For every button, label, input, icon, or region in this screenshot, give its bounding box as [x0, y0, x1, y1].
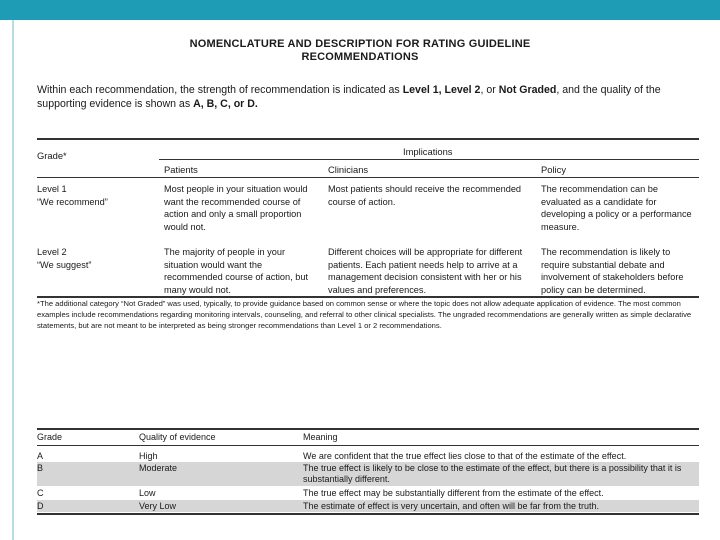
row-meaning: The true effect may be substantially different from the estimate of the effect. — [303, 488, 604, 498]
header-rule — [37, 445, 699, 446]
intro-level-2: Level 2 — [444, 84, 481, 96]
intro-grade-b: B — [206, 98, 215, 110]
strength-table — [37, 138, 699, 298]
grade-header: Grade* — [37, 150, 67, 161]
intro-sep-1: , — [438, 84, 445, 96]
table-footnote: *The additional category “Not Graded” was used, typically, to provide guidance based on common sense or where the topic does not allow adequate application of evidence. The most common examples include recommendations regarding monitoring intervals, counseling, and referral to other clinical specialists. The ungraded recommendations are generally written as simple declarative statements, but are not meant to be interpreted as being stronger recommendations than Level 1 or 2 recommendations. — [37, 299, 692, 330]
intro-text-2: , and the quality of the supporting evidence is shown as — [37, 84, 661, 110]
row-grade — [37, 183, 155, 208]
intro-paragraph — [37, 83, 699, 111]
intro-sep-4: , — [214, 98, 221, 110]
row-meaning: We are confident that the true effect lies close to that of the estimate of the effect. — [303, 451, 627, 461]
title-line-1: NOMENCLATURE AND DESCRIPTION FOR RATING GUIDELINE — [189, 38, 531, 50]
row-policy: The recommendation can be evaluated as a candidate for developing a policy or a performance measure. — [541, 184, 692, 232]
row-grade: D — [37, 501, 44, 511]
table-rule-bottom — [37, 513, 699, 515]
page-title — [0, 38, 720, 64]
evidence-table — [37, 428, 699, 514]
intro-sep-3: , — [200, 98, 207, 110]
intro-grade-d: D — [247, 98, 255, 110]
col-header-quality: Quality of evidence — [139, 432, 216, 442]
left-margin-rule — [12, 20, 14, 540]
row-grade-label: Level 2 — [37, 247, 67, 257]
col-header-policy: Policy — [541, 164, 567, 175]
implications-header: Implications — [403, 146, 453, 157]
intro-sep-2: , or — [480, 84, 499, 96]
row-clinicians: Different choices will be appropriate for different patients. Each patient needs help to arrive at a management decision consistent with her or his values and preferences. — [328, 247, 523, 295]
intro-end: . — [254, 98, 258, 110]
row-grade-label: Level 1 — [37, 184, 67, 194]
row-quality: Very Low — [139, 501, 177, 511]
row-grade — [37, 246, 155, 271]
row-grade-phrase: “We recommend” — [37, 196, 108, 207]
table-rule-top — [37, 428, 699, 430]
title-line-2: RECOMMENDATIONS — [301, 51, 419, 63]
implications-rule — [159, 159, 699, 160]
intro-grade-c: C — [220, 98, 228, 110]
intro-not-graded: Not Graded — [498, 84, 557, 96]
row-grade: B — [37, 463, 44, 473]
row-quality: High — [139, 451, 158, 461]
header-rule — [37, 177, 699, 178]
row-grade: C — [37, 488, 44, 498]
col-header-grade: Grade — [37, 432, 63, 442]
col-header-patients: Patients — [164, 164, 198, 175]
row-quality: Low — [139, 488, 156, 498]
intro-sep-5: , or — [227, 98, 248, 110]
row-meaning: The true effect is likely to be close to the estimate of the effect, but there is a possibility that it is substantially different. — [303, 463, 682, 484]
row-policy: The recommendation is likely to require substantial debate and involvement of stakeholders before policy can be determined. — [541, 247, 684, 295]
row-grade-phrase: “We suggest” — [37, 259, 92, 270]
intro-level-1: Level 1 — [402, 84, 439, 96]
row-clinicians: Most patients should receive the recommended course of action. — [328, 184, 522, 207]
table-rule-top — [37, 138, 699, 140]
col-header-clinicians: Clinicians — [328, 164, 369, 175]
accent-bar — [0, 0, 720, 20]
row-meaning: The estimate of effect is very uncertain, and often will be far from the truth. — [303, 501, 599, 511]
row-patients: Most people in your situation would want the recommended course of action and only a small proportion would not. — [164, 184, 308, 232]
col-header-meaning: Meaning — [303, 432, 338, 442]
intro-text-1: Within each recommendation, the strength of recommendation is indicated as — [37, 84, 403, 96]
row-grade: A — [37, 451, 44, 461]
row-patients: The majority of people in your situation would want the recommended course of action, but many would not. — [164, 247, 309, 295]
intro-grade-a: A — [193, 98, 201, 110]
row-quality: Moderate — [139, 463, 178, 473]
